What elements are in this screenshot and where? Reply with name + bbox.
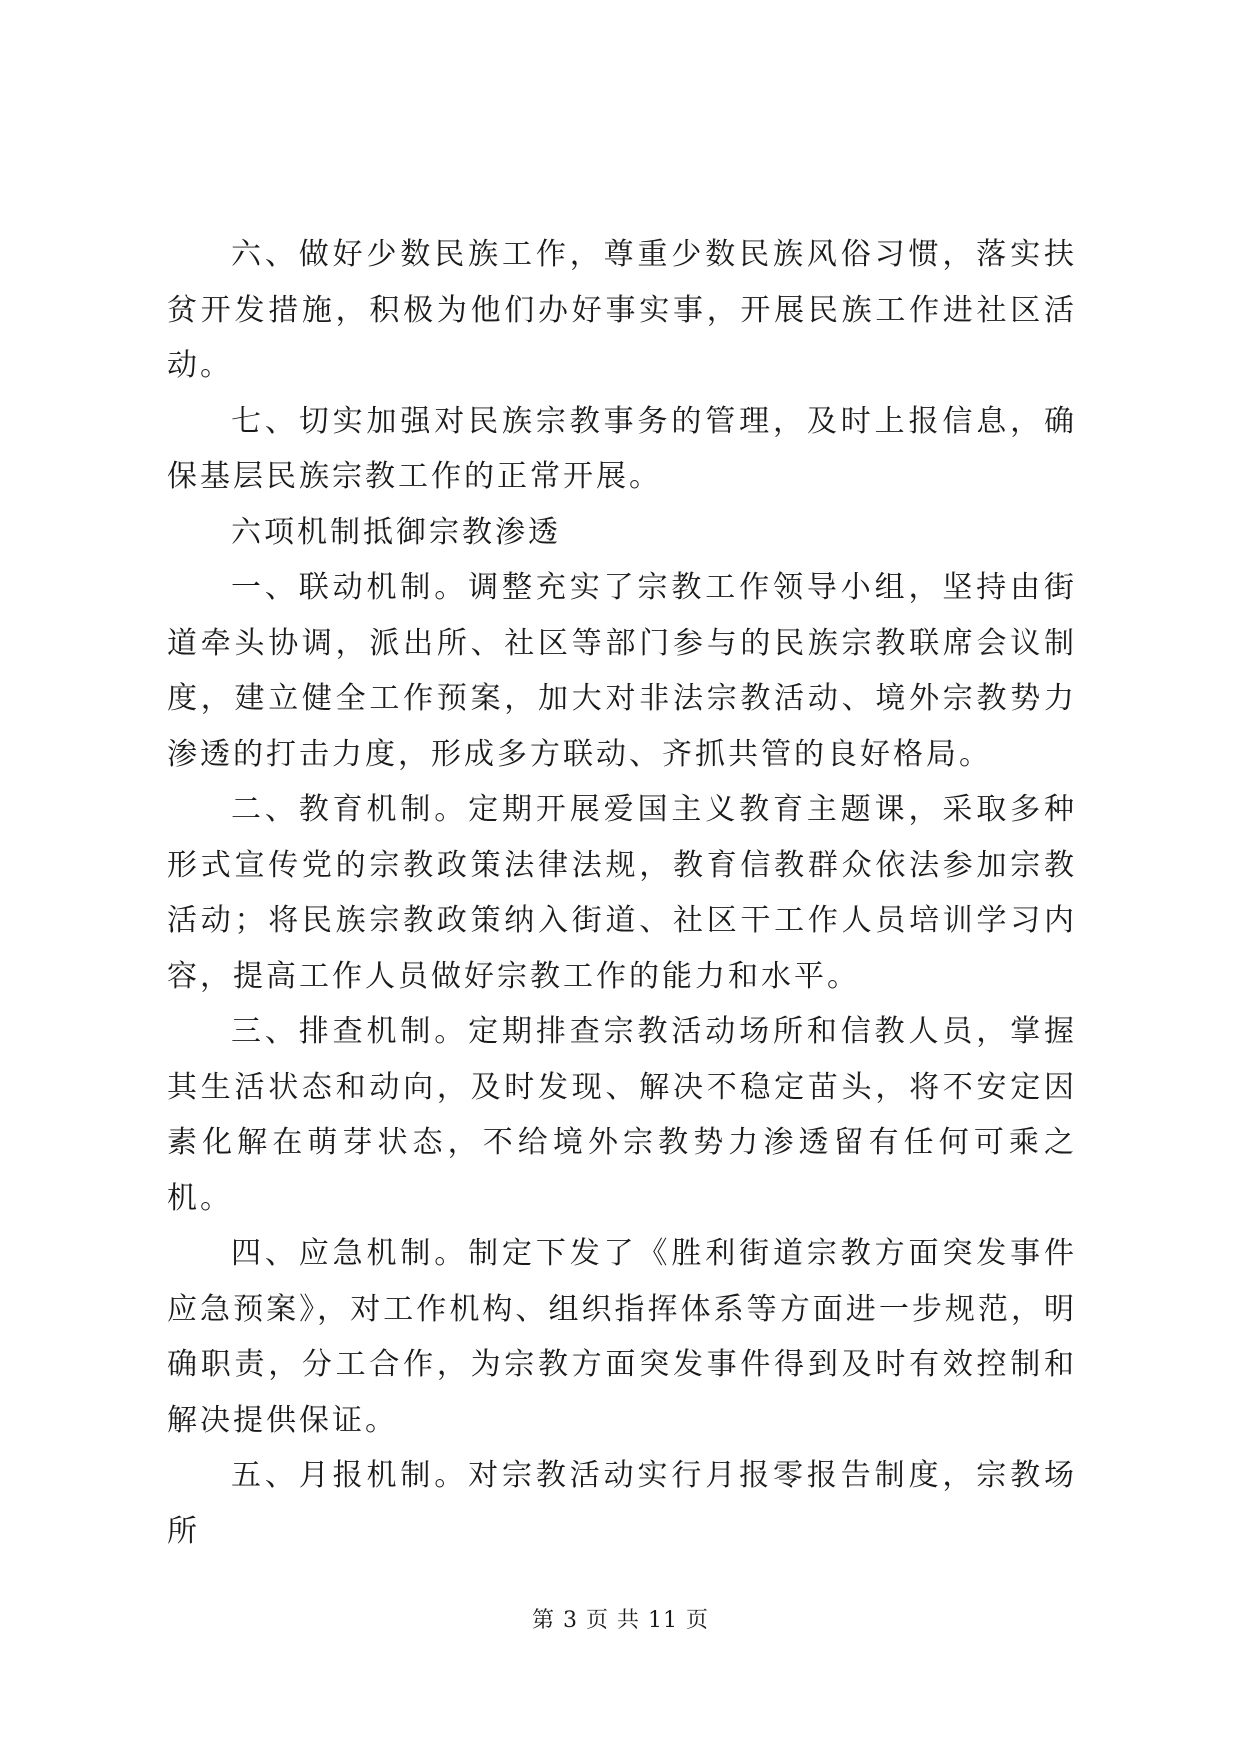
paragraph-inspection-mechanism: 三、排查机制。定期排查宗教活动场所和信教人员，掌握其生活状态和动向，及时发现、解决不稳定苗头，将不安定因素化解在萌芽状态，不给境外宗教势力渗透留有任何可乘之机。 xyxy=(167,1014,1077,1216)
paragraph-monthly-report-mechanism: 五、月报机制。对宗教活动实行月报零报告制度，宗教场所 xyxy=(167,1458,1077,1549)
paragraph-education-mechanism: 二、教育机制。定期开展爱国主义教育主题课，采取多种形式宣传党的宗教政策法律法规，教育信教群众依法参加宗教活动；将民族宗教政策纳入街道、社区干工作人员培训学习内容，提高工作人员做好宗教工作的能力和水平。 xyxy=(167,792,1077,994)
page-footer: 第 3 页 共 11 页 xyxy=(532,1608,709,1633)
paragraph-emergency-mechanism: 四、应急机制。制定下发了《胜利街道宗教方面突发事件应急预案》，对工作机构、组织指挥体系等方面进一步规范，明确职责，分工合作，为宗教方面突发事件得到及时有效控制和解决提供保证。 xyxy=(167,1236,1077,1438)
paragraph-7-religious-affairs: 七、切实加强对民族宗教事务的管理，及时上报信息，确保基层民族宗教工作的正常开展。 xyxy=(167,403,1077,494)
document-body xyxy=(167,227,1077,1559)
paragraph-6-minority-work: 六、做好少数民族工作，尊重少数民族风俗习惯，落实扶贫开发措施，积极为他们办好事实事，开展民族工作进社区活动。 xyxy=(167,237,1077,383)
paragraph-linkage-mechanism: 一、联动机制。调整充实了宗教工作领导小组，坚持由街道牵头协调，派出所、社区等部门参与的民族宗教联席会议制度，建立健全工作预案，加大对非法宗教活动、境外宗教势力渗透的打击力度，形成多方联动、齐抓共管的良好格局。 xyxy=(167,570,1077,772)
section-heading: 六项机制抵御宗教渗透 xyxy=(231,514,561,550)
